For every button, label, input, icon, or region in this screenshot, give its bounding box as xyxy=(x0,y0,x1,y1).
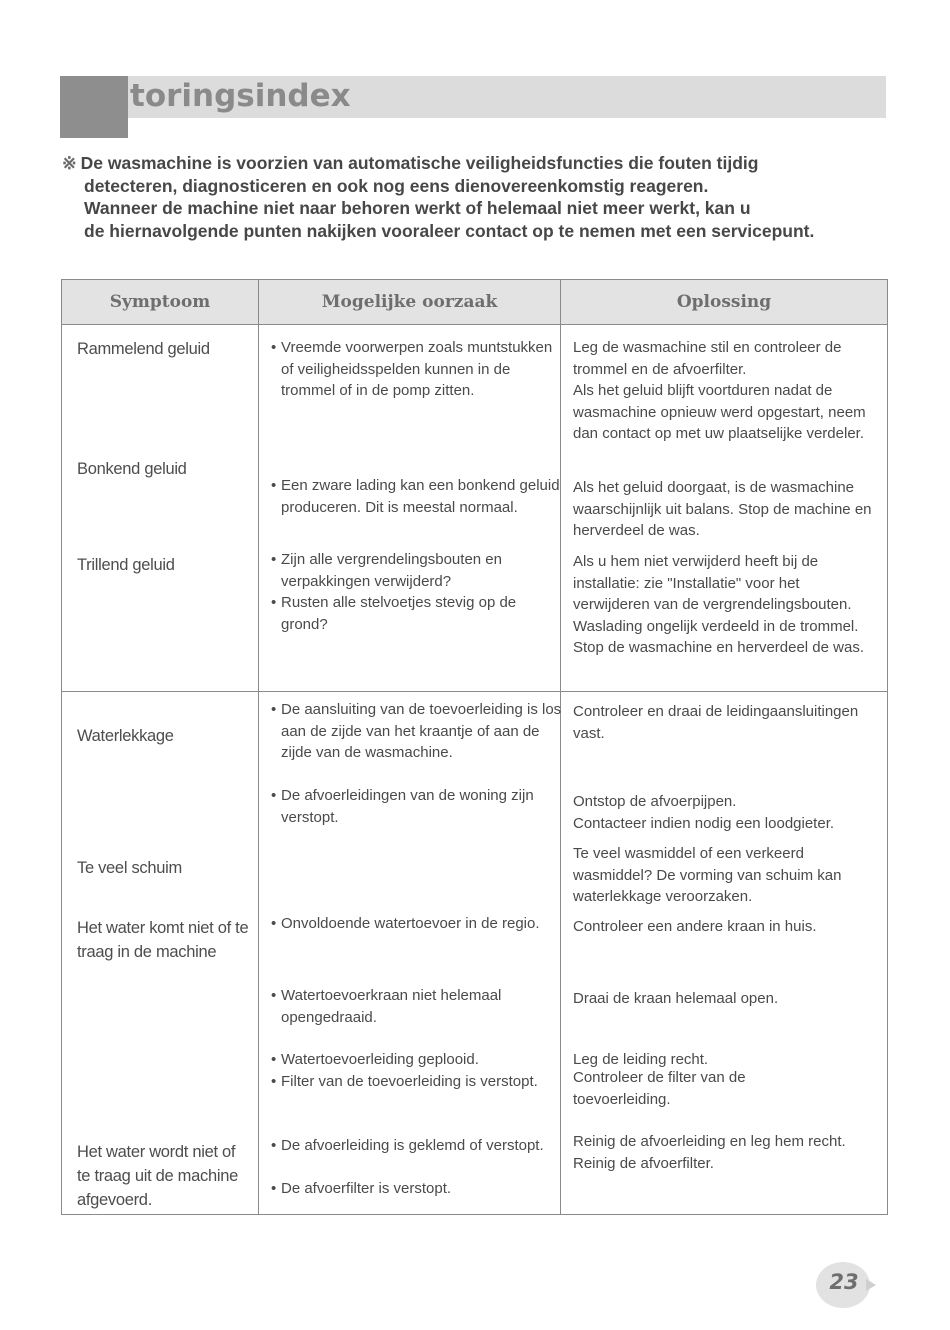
cause-cell xyxy=(259,692,561,1215)
symptom-banging: Bonkend geluid xyxy=(77,460,187,478)
reference-mark-icon: ※ xyxy=(62,153,77,173)
solution-item: Controleer de filter van de toevoerleiding. xyxy=(573,1069,746,1108)
cause-item: • Rusten alle stelvoetjes stevig op de grond? xyxy=(271,594,517,633)
header-cause: Mogelijke oorzaak xyxy=(259,280,561,325)
cause-item: • Watertoevoerleiding geplooid. xyxy=(271,1051,479,1068)
cause-item: • Onvoldoende watertoevoer in de regio. xyxy=(271,915,540,932)
solution-item: Controleer een andere kraan in huis. xyxy=(573,918,817,935)
cause-item: • De afvoerfilter is verstopt. xyxy=(271,1180,452,1197)
page-number-badge xyxy=(816,1262,880,1308)
header-symptom: Symptoom xyxy=(62,280,259,325)
cause-item: • Een zware lading kan een bonkend geluid produceren. Dit is meestal normaal. xyxy=(271,477,560,516)
header-solution: Oplossing xyxy=(561,280,888,325)
solution-item: Ontstop de afvoerpijpen. Contacteer indien nodig een loodgieter. xyxy=(573,793,835,832)
solution-item: Controleer en draai de leidingaansluitingen vast. xyxy=(573,703,859,742)
page-number: 23 xyxy=(829,1270,859,1294)
table-row-noise xyxy=(62,325,888,692)
table-row-water xyxy=(62,692,888,1215)
solution-cell xyxy=(561,692,888,1215)
symptom-no-drain: Het water wordt niet of te traag uit de machine afgevoerd. xyxy=(77,1143,238,1209)
table-header-row xyxy=(62,280,888,325)
symptom-leak: Waterlekkage xyxy=(77,727,174,745)
troubleshooting-table xyxy=(61,279,888,1215)
cause-item: • De afvoerleiding is geklemd of verstopt. xyxy=(271,1137,544,1154)
solution-item: Leg de wasmachine stil en controleer de trommel en de afvoerfilter. Als het geluid blijft voortduren nadat de wasmachine opnieuw werd opgestart, neem dan contact op met uw plaatselijke verdeler. xyxy=(573,339,866,442)
cause-cell xyxy=(259,325,561,692)
solution-cell xyxy=(561,325,888,692)
solution-item: Te veel wasmiddel of een verkeerd wasmiddel? De vorming van schuim kan waterlekkage veroorzaken. xyxy=(573,845,842,905)
cause-item: • De afvoerleidingen van de woning zijn verstopt. xyxy=(271,787,534,826)
intro-line-1: ※ De wasmachine is voorzien van automatische veiligheidsfuncties die fouten tijdig xyxy=(62,153,759,173)
page-title: toringsindex xyxy=(130,78,351,114)
symptom-foam: Te veel schuim xyxy=(77,859,182,877)
header-accent-square xyxy=(60,76,128,138)
intro-line-3: Wanneer de machine niet naar behoren werkt of helemaal niet meer werkt, kan u xyxy=(84,198,751,218)
cause-item: • Vreemde voorwerpen zoals muntstukken of veiligheidsspelden kunnen in de trommel of in de pomp zitten. xyxy=(271,339,553,399)
cause-item: • Zijn alle vergrendelingsbouten en verpakkingen verwijderd? xyxy=(271,551,502,590)
solution-item: Draai de kraan helemaal open. xyxy=(573,990,779,1007)
intro-line-2: detecteren, diagnosticeren en ook nog eens dienovereenkomstig reageren. xyxy=(84,175,709,196)
symptom-cell xyxy=(62,692,259,1215)
intro-line-4: de hiernavolgende punten nakijken vooraleer contact op te nemen met een servicepunt. xyxy=(84,220,815,241)
symptom-no-water-in: Het water komt niet of te traag in de machine xyxy=(77,919,249,961)
cause-item: • De aansluiting van de toevoerleiding is los aan de zijde van het kraantje of aan de zijde van de wasmachine. xyxy=(271,701,562,761)
solution-item: Leg de leiding recht. xyxy=(573,1051,709,1068)
symptom-rattling: Rammelend geluid xyxy=(77,340,210,358)
intro-text xyxy=(62,152,922,242)
solution-item: Als het geluid doorgaat, is de wasmachine waarschijnlijk uit balans. Stop de machine en herverdeel de was. xyxy=(573,479,872,539)
cause-item: • Filter van de toevoerleiding is verstopt. xyxy=(271,1073,538,1090)
symptom-vibrating: Trillend geluid xyxy=(77,556,175,574)
cause-item: • Watertoevoerkraan niet helemaal opengedraaid. xyxy=(271,987,502,1026)
symptom-cell xyxy=(62,325,259,692)
solution-item: Als u hem niet verwijderd heeft bij de installatie: zie "Installatie" voor het verwijderen van de vergrendelingsbouten. Waslading ongelijk verdeeld in de trommel. Stop de wasmachine en herverdeel de was. xyxy=(573,553,865,656)
solution-item: Reinig de afvoerleiding en leg hem recht. Reinig de afvoerfilter. xyxy=(573,1133,846,1172)
